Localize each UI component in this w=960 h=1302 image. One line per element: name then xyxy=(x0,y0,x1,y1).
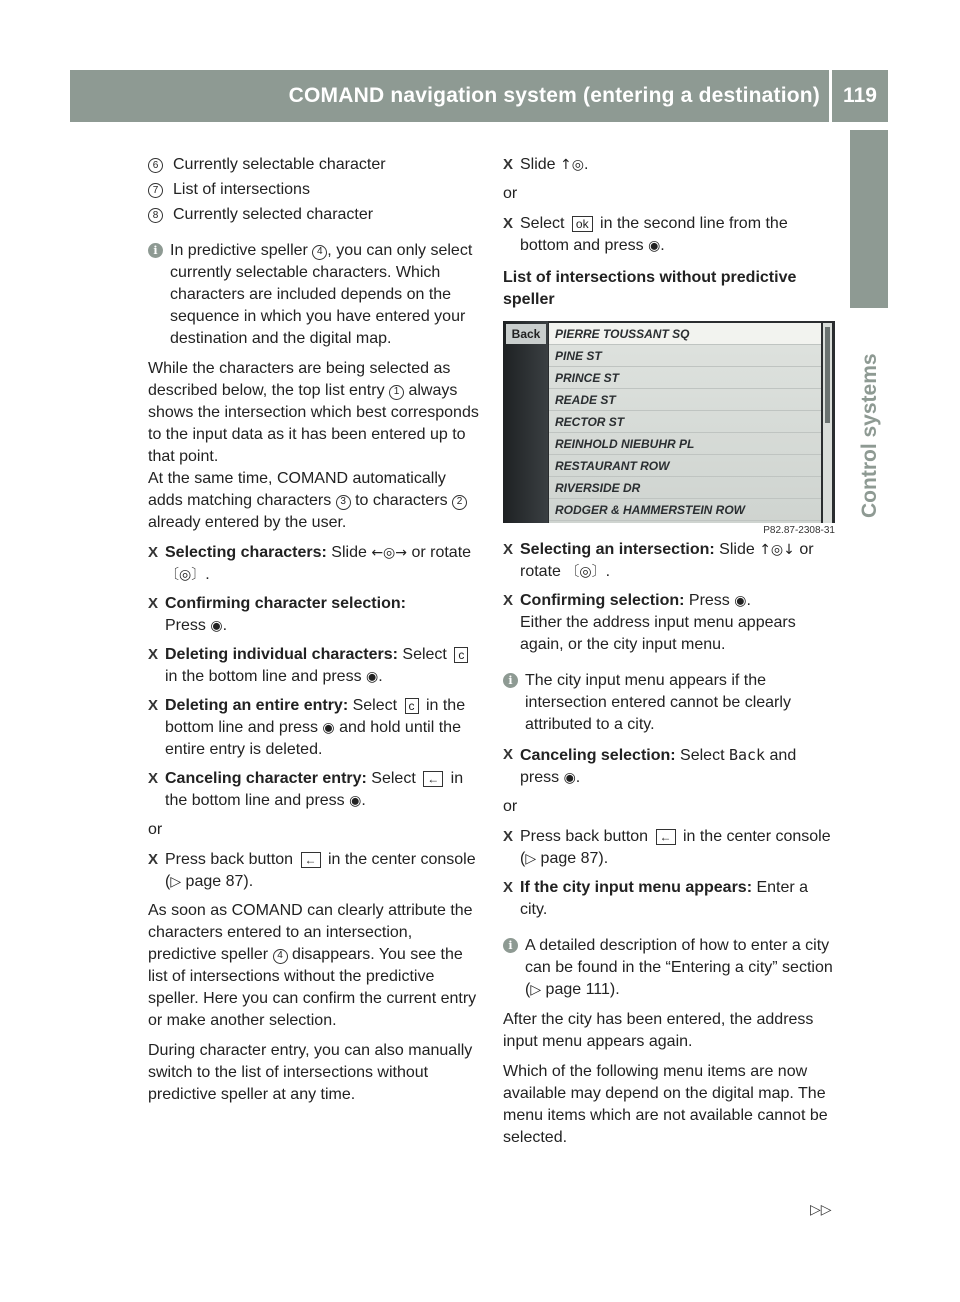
callout-number: 6 xyxy=(148,158,163,173)
step-marker-icon: X xyxy=(148,595,159,612)
instruction-step: X Selecting an intersection: Slide ↑◎↓ or rotate 〔◎〕. xyxy=(503,539,835,583)
step-marker-icon: X xyxy=(148,544,159,561)
legend-item xyxy=(148,179,482,201)
ok-key-icon: ok xyxy=(572,216,593,232)
controller-press-icon: ◉ xyxy=(648,238,661,254)
step-marker-icon: X xyxy=(503,879,514,896)
info-text: The city input menu appears if the intersection entered cannot be clearly attributed to a city. xyxy=(525,672,791,733)
info-icon: i xyxy=(148,243,163,258)
intersection-list xyxy=(549,323,821,523)
controller-slide-icon: ↑◎↓ xyxy=(759,542,795,558)
display-left-panel xyxy=(503,321,548,523)
page-title: COMAND navigation system (entering a destination) xyxy=(288,84,820,107)
controller-rotate-icon: 〔◎〕 xyxy=(165,567,206,583)
callout-number: 1 xyxy=(389,385,404,400)
controller-press-icon: ◉ xyxy=(322,720,335,736)
controller-slide-up-icon: ↑◎ xyxy=(560,157,584,173)
scrollbar[interactable] xyxy=(823,323,832,523)
side-tab-marker xyxy=(850,130,888,308)
step-marker-icon: X xyxy=(148,697,159,714)
instruction-step: X Press back button ← in the center console (▷ page 87). xyxy=(503,826,835,870)
back-button-icon: ← xyxy=(301,852,321,868)
paragraph: While the characters are being selected as described below, the top list entry 1 always shows the intersection which best corresponds to the input data as it has been entered up to that point. At the same time, COMAND automatically adds matching characters 3 to characters 2 already entered by the user. xyxy=(148,360,479,531)
callout-number: 3 xyxy=(336,495,351,510)
instruction-step: X Confirming selection: Press ◉. Either the address input menu appears again, or the city input menu. xyxy=(503,590,835,656)
legend-item xyxy=(148,154,482,176)
list-item[interactable]: RIVERSIDE DR xyxy=(549,477,821,499)
info-icon: i xyxy=(503,673,518,688)
callout-number: 4 xyxy=(273,949,288,964)
page-number: 119 xyxy=(843,84,877,107)
step-marker-icon: X xyxy=(148,851,159,868)
step-marker-icon: X xyxy=(503,592,514,609)
scrollbar-thumb[interactable] xyxy=(825,327,830,423)
display-screenshot xyxy=(503,321,835,539)
info-note xyxy=(148,240,482,350)
info-note xyxy=(503,935,835,1001)
paragraph: As soon as COMAND can clearly attribute the characters entered to an intersection, predictive speller 4 disappears. You see the list of intersections without the predictive speller. Here you can confirm the current entry or make another selection. xyxy=(148,902,477,1029)
callout-number: 2 xyxy=(452,495,467,510)
info-text: A detailed description of how to enter a city can be found in the “Entering a city” section (▷ page 111). xyxy=(525,937,833,998)
callout-number: 4 xyxy=(312,245,327,260)
instruction-step: X Slide ↑◎. xyxy=(503,154,835,176)
delete-key-icon: c xyxy=(454,647,468,663)
callout-number: 7 xyxy=(148,183,163,198)
or-text: or xyxy=(148,821,163,838)
continue-arrow-icon: ▷▷ xyxy=(810,1201,832,1217)
step-marker-icon: X xyxy=(503,215,514,232)
list-item[interactable]: RECTOR ST xyxy=(549,411,821,433)
controller-press-icon: ◉ xyxy=(563,770,576,786)
step-marker-icon: X xyxy=(148,770,159,787)
controller-press-icon: ◉ xyxy=(366,669,379,685)
back-label: Back xyxy=(728,746,766,764)
info-icon: i xyxy=(503,938,518,953)
list-item[interactable]: PINE ST xyxy=(549,345,821,367)
page-ref-arrow-icon: ▷ xyxy=(525,851,537,867)
page-ref-arrow-icon: ▷ xyxy=(530,982,542,998)
display-frame xyxy=(503,321,835,523)
instruction-step: X Press back button ← in the center console (▷ page 87). xyxy=(148,849,482,893)
controller-press-icon: ◉ xyxy=(734,593,747,609)
image-caption: P82.87-2308-31 xyxy=(763,525,835,536)
instruction-step: X Deleting individual characters: Select c in the bottom line and press ◉. xyxy=(148,644,482,688)
step-marker-icon: X xyxy=(503,828,514,845)
step-marker-icon: X xyxy=(503,746,514,763)
controller-slide-icon: ←◎→ xyxy=(371,545,408,561)
page-ref-arrow-icon: ▷ xyxy=(170,874,182,890)
paragraph: During character entry, you can also manually switch to the list of intersections without predictive speller at any time. xyxy=(148,1042,473,1103)
instruction-step: X If the city input menu appears: Enter a city. xyxy=(503,877,835,921)
list-item[interactable]: PRINCE ST xyxy=(549,367,821,389)
legend-text: Currently selected character xyxy=(173,206,374,223)
paragraph: After the city has been entered, the address input menu appears again. xyxy=(503,1011,814,1050)
or-text: or xyxy=(503,798,518,815)
info-text: In predictive speller 4 , you can only select currently selectable characters. Which characters are included depends on the sequence in which you have entered your destination and the digital map. xyxy=(170,242,473,347)
legend-text: Currently selectable character xyxy=(173,156,386,173)
instruction-step: X Select ok in the second line from the bottom and press ◉. xyxy=(503,213,835,257)
legend-item xyxy=(148,204,482,226)
list-item[interactable]: REINHOLD NIEBUHR PL xyxy=(549,433,821,455)
back-key-icon: ← xyxy=(423,771,443,787)
left-column xyxy=(148,154,482,1114)
back-button[interactable]: Back xyxy=(506,324,546,344)
delete-key-icon: c xyxy=(405,698,419,714)
step-marker-icon: X xyxy=(503,541,514,558)
step-marker-icon: X xyxy=(148,646,159,663)
controller-rotate-icon: 〔◎〕 xyxy=(565,564,606,580)
step-marker-icon: X xyxy=(503,156,514,173)
back-button-icon: ← xyxy=(656,829,676,845)
info-note xyxy=(503,670,835,736)
instruction-step: X Deleting an entire entry: Select c in the bottom line and press ◉ and hold until the entire entry is deleted. xyxy=(148,695,482,761)
list-item[interactable]: RODGER & HAMMERSTEIN ROW xyxy=(549,499,821,521)
instruction-step: X Selecting characters: Slide ←◎→ or rotate 〔◎〕. xyxy=(148,542,482,586)
instruction-step: X Confirming character selection: Press ◉. xyxy=(148,593,482,637)
list-item[interactable]: PIERRE TOUSSANT SQ xyxy=(549,323,821,345)
instruction-step: X Canceling character entry: Select ← in the bottom line and press ◉. xyxy=(148,768,482,812)
section-heading: List of intersections without predictive speller xyxy=(503,269,797,308)
right-column xyxy=(503,154,835,1157)
legend-text: List of intersections xyxy=(173,181,310,198)
list-item[interactable]: RESTAURANT ROW xyxy=(549,455,821,477)
or-text: or xyxy=(503,185,518,202)
instruction-step: X Canceling selection: Select Back and press ◉. xyxy=(503,744,835,789)
list-item[interactable]: READE ST xyxy=(549,389,821,411)
paragraph: Which of the following menu items are now available may depend on the digital map. The menu items which are not available cannot be selected. xyxy=(503,1063,828,1146)
callout-number: 8 xyxy=(148,208,163,223)
side-tab-label: Control systems xyxy=(858,353,881,518)
controller-press-icon: ◉ xyxy=(210,618,223,634)
controller-press-icon: ◉ xyxy=(349,793,362,809)
